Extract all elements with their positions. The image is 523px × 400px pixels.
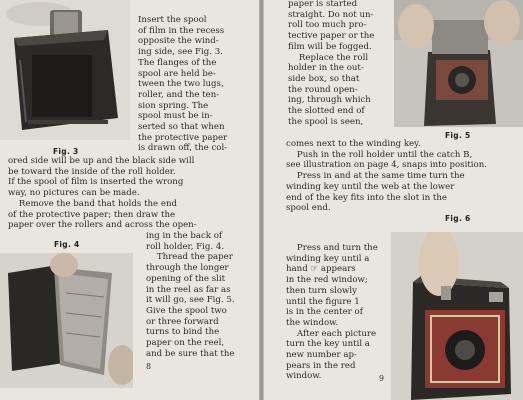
- right-wide-text: comes next to the winding key. Push in the roll holder until the catch B, see illustration on page 4, snaps into position. Press in and at the same time turn the winding key until the web at the lower end of the key fits into the slot in the spool end.: [286, 139, 487, 214]
- left-column-text: Insert the spool of film in the recess opposite the wind- ing side, see Fig. 3. The flanges of the spool are held be- tween the two lugs, roller, and the ten- sion spring. The spool must be in- serted so that when the protective paper is drawn off, the col-: [138, 15, 228, 154]
- right-page-number: 9: [379, 374, 385, 383]
- figure-5-caption: Fig. 5: [445, 131, 471, 140]
- figure-3-caption: Fig. 3: [53, 147, 79, 156]
- left-page-number: 8: [146, 362, 152, 371]
- left-page: [0, 0, 259, 400]
- right-column-text-2: Press and turn the winding key until a hand ☞ appears in the red window; then turn slowly until the figure 1 is in the center of the window. After each picture turn the key until a new number ap- pears in the red window.: [286, 243, 378, 382]
- figure-6-caption: Fig. 6: [445, 214, 471, 223]
- right-column-text: paper is started straight. Do not un- roll too much pro- tective paper or the film will be fogged. Replace the roll holder in the out- side box, so that the round open- ing, through which the slotted end of the spool is seen,: [288, 0, 375, 127]
- figure-4-caption: Fig. 4: [54, 240, 80, 249]
- left-column-text-2: ing in the back of roll holder, Fig. 4. Thread the paper through the longer opening of the slit in the reel as far as it will go, see Fig. 5. Give the spool two or three forward turns to bind the paper on the reel, and be sure that the: [146, 231, 235, 359]
- right-page: [264, 0, 523, 400]
- figure-6-photo: [391, 232, 523, 400]
- figure-3-photo: [0, 0, 130, 140]
- left-wide-text: ored side will be up and the black side will be toward the inside of the roll holder. If the spool of film is inserted the wrong way, no pictures can be made. Remove the band that holds the end of the protective paper; then draw the paper over the rollers and across the open-: [8, 156, 197, 231]
- figure-5-photo: [394, 0, 523, 127]
- figure-4-photo: [0, 253, 133, 388]
